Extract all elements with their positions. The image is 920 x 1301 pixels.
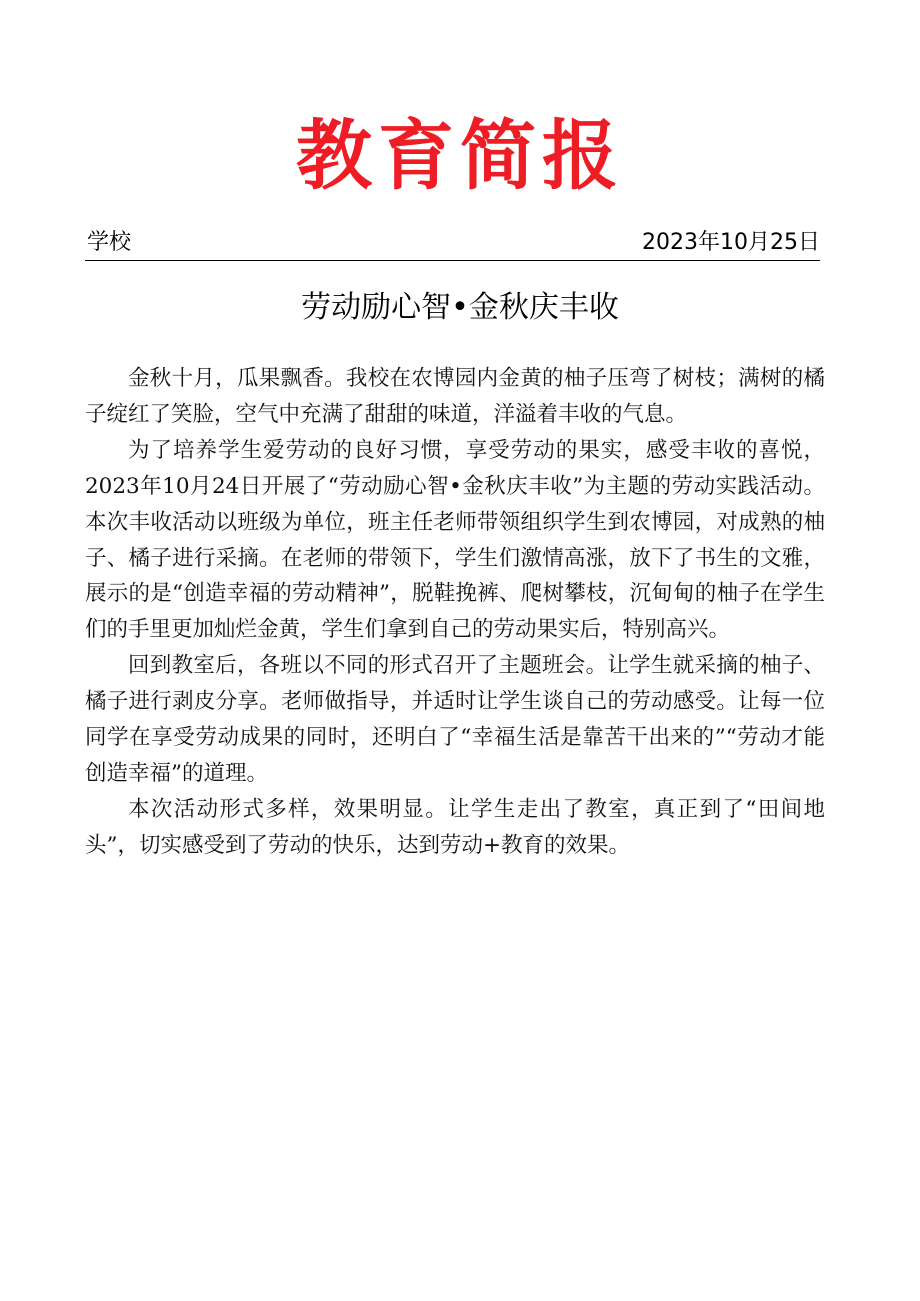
- masthead-title: 教育简报: [296, 111, 624, 200]
- article-paragraph-3: 回到教室后，各班以不同的形式召开了主题班会。让学生就采摘的柚子、橘子进行剥皮分享。老师做指导，并适时让学生谈自己的劳动感受。让每一位同学在享受劳动成果的同时，还明白了“幸福生活是靠苦干出来的”“劳动才能创造幸福”的道理。: [85, 653, 825, 786]
- issue-date: 2023年10月25日: [642, 230, 820, 255]
- article-paragraph-2: 为了培养学生爱劳动的良好习惯，享受劳动的果实，感受丰收的喜悦，2023年10月24日开展了“劳动励心智•金秋庆丰收”为主题的劳动实践活动。本次丰收活动以班级为单位，班主任老师带领组织学生到农博园，对成熟的柚子、橘子进行采摘。在老师的带领下，学生们激情高涨，放下了书生的文雅，展示的是“创造幸福的劳动精神”，脱鞋挽裤、爬树攀枝，沉甸甸的柚子在学生们的手里更加灿烂金黄，学生们拿到自己的劳动果实后，特别高兴。: [85, 437, 825, 643]
- school-label: 学校: [87, 230, 132, 255]
- article-paragraph-1: 金秋十月，瓜果飘香。我校在农博园内金黄的柚子压弯了树枝；满树的橘子绽红了笑脸，空气中充满了甜甜的味道，洋溢着丰收的气息。: [85, 366, 825, 427]
- article-body: [85, 361, 825, 864]
- info-line: [85, 226, 820, 261]
- article-paragraph-4: 本次活动形式多样，效果明显。让学生走出了教室，真正到了“田间地头”，切实感受到了劳动的快乐，达到劳动+教育的效果。: [85, 796, 825, 858]
- article-headline: 劳动励心智•金秋庆丰收: [301, 290, 619, 325]
